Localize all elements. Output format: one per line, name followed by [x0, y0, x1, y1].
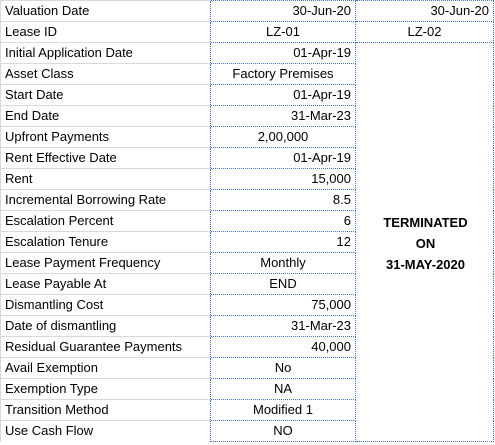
- terminated-line-1: TERMINATED: [383, 215, 468, 230]
- cell-lz01[interactable]: 12: [211, 232, 356, 253]
- row-label: Lease ID: [1, 22, 211, 43]
- cell-lz02[interactable]: LZ-02: [356, 22, 494, 43]
- table-row: [1, 127, 494, 148]
- row-label: Incremental Borrowing Rate: [1, 190, 211, 211]
- table-row: [1, 1, 494, 22]
- row-label: Rent: [1, 169, 211, 190]
- cell-lz01[interactable]: 31-Mar-23: [211, 316, 356, 337]
- table-row: [1, 22, 494, 43]
- cell-lz01[interactable]: 01-Apr-19: [211, 43, 356, 64]
- terminated-line-3: 31-MAY-2020: [385, 257, 465, 272]
- cell-lz01[interactable]: 40,000: [211, 337, 356, 358]
- row-label: Asset Class: [1, 64, 211, 85]
- row-label: End Date: [1, 106, 211, 127]
- cell-lz01[interactable]: 31-Mar-23: [211, 106, 356, 127]
- row-label: Escalation Percent: [1, 211, 211, 232]
- table-row: [1, 379, 494, 400]
- table-row: [1, 43, 494, 64]
- cell-lz01[interactable]: Monthly: [211, 253, 356, 274]
- cell-lz02[interactable]: 30-Jun-20: [356, 1, 494, 22]
- table-row: [1, 106, 494, 127]
- row-label: Valuation Date: [1, 1, 211, 22]
- table-row: [1, 274, 494, 295]
- cell-lz01[interactable]: 2,00,000: [211, 127, 356, 148]
- row-label: Start Date: [1, 85, 211, 106]
- row-label: Exemption Type: [1, 379, 211, 400]
- cell-lz01[interactable]: 30-Jun-20: [211, 1, 356, 22]
- cell-lz02-blank[interactable]: [356, 64, 494, 85]
- table-row: [1, 85, 494, 106]
- row-label: Transition Method: [1, 400, 211, 421]
- cell-lz01[interactable]: END: [211, 274, 356, 295]
- cell-lz02-blank[interactable]: [356, 358, 494, 379]
- cell-lz01[interactable]: 01-Apr-19: [211, 85, 356, 106]
- row-label: Date of dismantling: [1, 316, 211, 337]
- row-label: Lease Payable At: [1, 274, 211, 295]
- cell-lz01[interactable]: NA: [211, 379, 356, 400]
- cell-lz01[interactable]: NO: [211, 421, 356, 442]
- cell-lz01[interactable]: 15,000: [211, 169, 356, 190]
- cell-lz02-blank[interactable]: [356, 316, 494, 337]
- table-row: [1, 400, 494, 421]
- table-row: [1, 169, 494, 190]
- cell-lz01[interactable]: Modified 1: [211, 400, 356, 421]
- cell-lz01[interactable]: Factory Premises: [211, 64, 356, 85]
- row-label: Use Cash Flow: [1, 421, 211, 442]
- cell-lz02-blank[interactable]: [356, 169, 494, 190]
- table-row: [1, 316, 494, 337]
- row-label: Upfront Payments: [1, 127, 211, 148]
- row-label: Escalation Tenure: [1, 232, 211, 253]
- cell-lz01[interactable]: 01-Apr-19: [211, 148, 356, 169]
- row-label: Rent Effective Date: [1, 148, 211, 169]
- cell-lz02-blank[interactable]: [356, 43, 494, 64]
- cell-lz01[interactable]: LZ-01: [211, 22, 356, 43]
- cell-lz02-blank[interactable]: [356, 337, 494, 358]
- row-label: Residual Guarantee Payments: [1, 337, 211, 358]
- table-row: [1, 295, 494, 316]
- cell-lz02-blank[interactable]: [356, 148, 494, 169]
- table-row: [1, 337, 494, 358]
- terminated-line-2: ON: [415, 236, 436, 251]
- table-row: [1, 64, 494, 85]
- table-row: [1, 148, 494, 169]
- cell-lz01[interactable]: 6: [211, 211, 356, 232]
- cell-lz02-blank[interactable]: [356, 106, 494, 127]
- table-row: [1, 421, 494, 442]
- terminated-note: [356, 212, 495, 275]
- table-row: [1, 358, 494, 379]
- row-label: Dismantling Cost: [1, 295, 211, 316]
- cell-lz01[interactable]: 8.5: [211, 190, 356, 211]
- cell-lz01[interactable]: No: [211, 358, 356, 379]
- cell-lz01[interactable]: 75,000: [211, 295, 356, 316]
- row-label: Lease Payment Frequency: [1, 253, 211, 274]
- row-label: Initial Application Date: [1, 43, 211, 64]
- cell-lz02-blank[interactable]: [356, 400, 494, 421]
- cell-lz02-blank[interactable]: [356, 421, 494, 442]
- table-row: [1, 190, 494, 211]
- cell-lz02-blank[interactable]: [356, 127, 494, 148]
- row-label: Avail Exemption: [1, 358, 211, 379]
- cell-lz02-blank[interactable]: [356, 85, 494, 106]
- cell-lz02-blank[interactable]: [356, 379, 494, 400]
- cell-lz02-blank[interactable]: [356, 295, 494, 316]
- cell-lz02-blank[interactable]: [356, 190, 494, 211]
- cell-lz02-blank[interactable]: [356, 274, 494, 295]
